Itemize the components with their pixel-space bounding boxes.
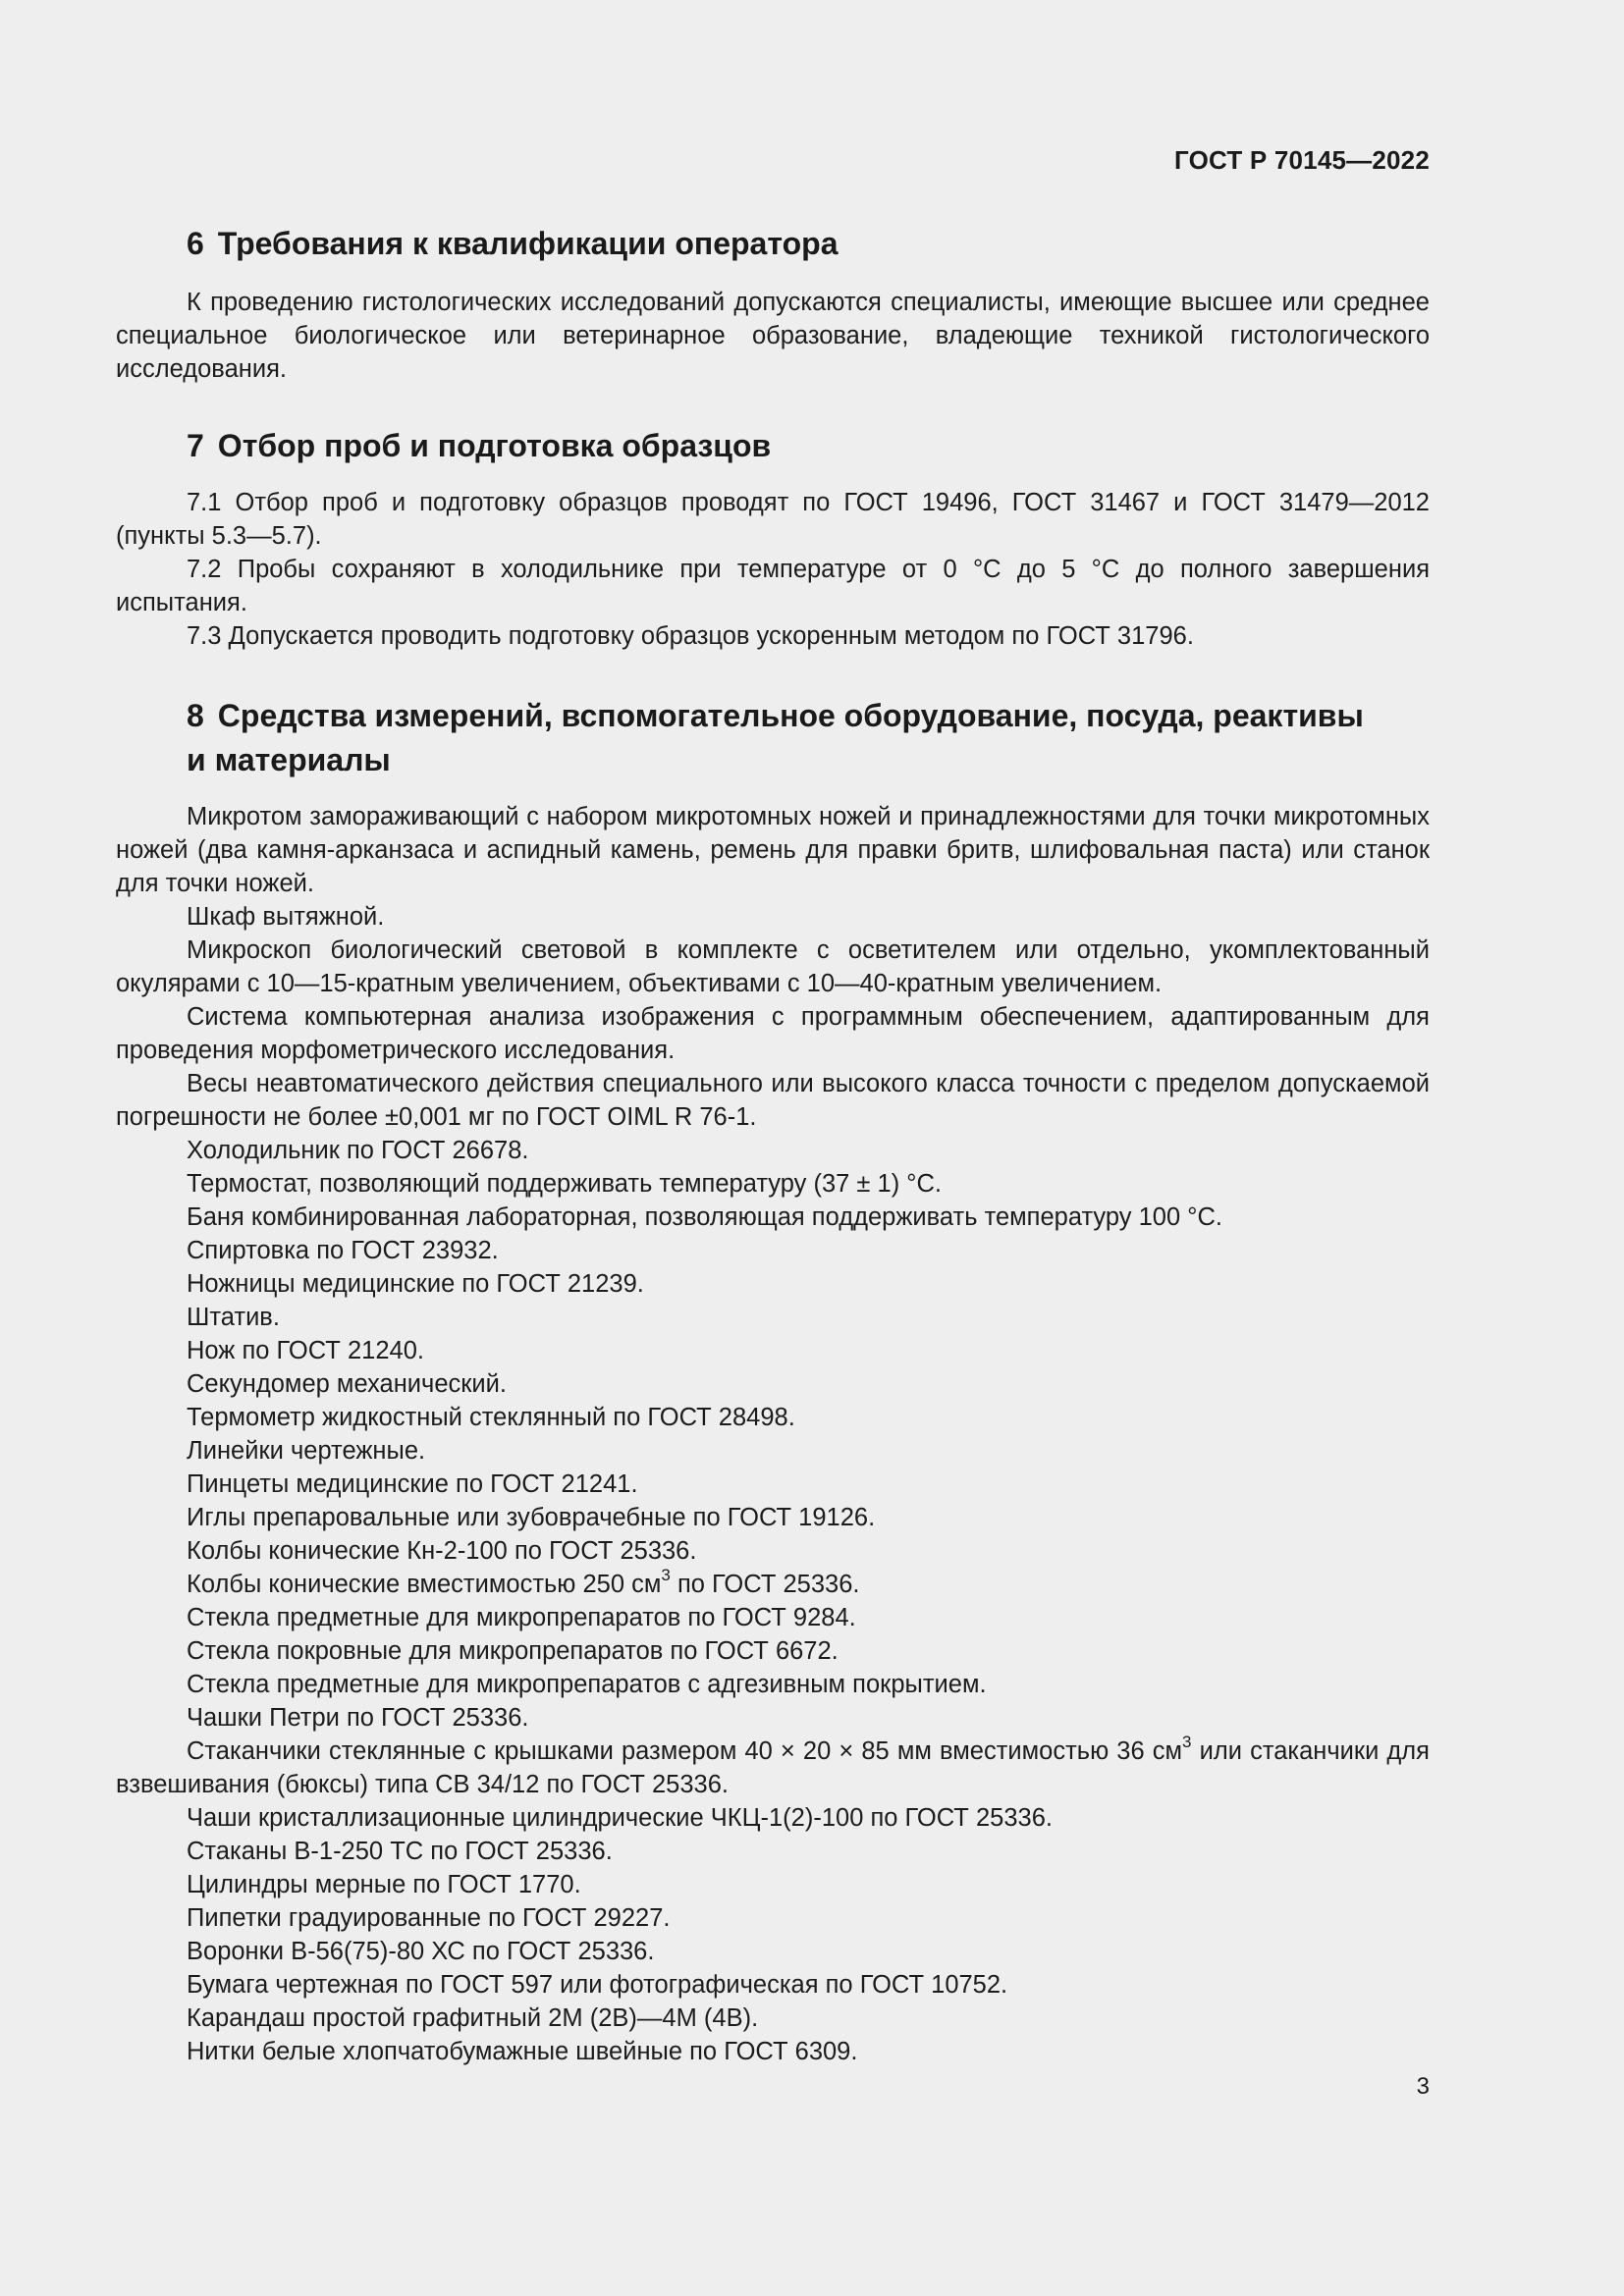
list-item: Стекла предметные для микропрепаратов по ГОСТ 9284. xyxy=(187,1604,856,1631)
superscript: 3 xyxy=(661,1565,671,1584)
document-code-header: ГОСТ Р 70145—2022 xyxy=(1174,145,1430,175)
paragraph: К проведению гистологических исследований допускаются специалисты, имеющие высшее или среднее специальное биологическое или ветеринарное образование, владеющие техникой гистологического исследования. xyxy=(116,289,1430,383)
section-number: 7 xyxy=(187,428,204,463)
section-title: Требования к квалификации оператора xyxy=(217,226,839,261)
list-item: Иглы препаровальные или зубоврачебные по ГОСТ 19126. xyxy=(187,1504,876,1531)
list-item: Чашки Петри по ГОСТ 25336. xyxy=(187,1704,529,1732)
page-number: 3 xyxy=(1416,2073,1430,2100)
list-item: Бумага чертежная по ГОСТ 597 или фотографическая по ГОСТ 10752. xyxy=(187,1971,1008,1999)
paragraph-7-2: 7.2 Пробы сохраняют в холодильнике при температуре от 0 °С до 5 °С до полного завершения испытания. xyxy=(116,556,1430,616)
item-text: Колбы конические вместимостью 250 см xyxy=(187,1571,662,1598)
list-item: Шкаф вытяжной. xyxy=(187,903,385,931)
superscript: 3 xyxy=(1182,1732,1192,1751)
list-item: Стекла покровные для микропрепаратов по ГОСТ 6672. xyxy=(187,1637,839,1665)
list-item xyxy=(116,1732,1430,1801)
list-item: Термометр жидкостный стеклянный по ГОСТ 28498. xyxy=(187,1404,795,1431)
list-item: Цилиндры мерные по ГОСТ 1770. xyxy=(187,1871,581,1898)
item-text-tail: или стаканчики для взвешивания (бюксы) типа СВ 34/12 по ГОСТ 25336. xyxy=(116,1737,1430,1798)
list-item: Пипетки градуированные по ГОСТ 29227. xyxy=(187,1904,671,1932)
list-item: Микротом замораживающий с набором микротомных ножей и принадлежностями для точки микротомных ножей (два камня-арканзаса и аспидный камень, ремень для правки бритв, шлифовальная паста) или станок для точки ножей. xyxy=(116,803,1430,897)
section-8-heading xyxy=(116,694,1430,782)
section-number: 6 xyxy=(187,226,204,261)
list-item: Колбы конические Кн-2-100 по ГОСТ 25336. xyxy=(187,1537,697,1565)
list-item: Баня комбинированная лабораторная, позволяющая поддерживать температуру 100 °С. xyxy=(187,1203,1222,1231)
list-item: Нитки белые хлопчатобумажные швейные по ГОСТ 6309. xyxy=(187,2038,858,2065)
list-item: Секундомер механический. xyxy=(187,1370,507,1398)
list-item: Стаканы В-1-250 ТС по ГОСТ 25336. xyxy=(187,1838,613,1865)
list-item: Пинцеты медицинские по ГОСТ 21241. xyxy=(187,1470,638,1498)
section-8 xyxy=(116,694,1430,2068)
list-item: Стекла предметные для микропрепаратов с адгезивным покрытием. xyxy=(187,1671,987,1698)
section-7-heading xyxy=(116,424,1430,468)
section-6-heading xyxy=(116,222,1430,266)
list-item: Карандаш простой графитный 2М (2В)—4М (4В). xyxy=(187,2004,759,2032)
section-title: Отбор проб и подготовка образцов xyxy=(217,428,772,463)
list-item: Система компьютерная анализа изображения с программным обеспечением, адаптированным для проведения морфометрического исследования. xyxy=(116,1003,1430,1064)
section-title-line1: Средства измерений, вспомогательное оборудование, посуда, реактивы xyxy=(217,698,1364,733)
item-text-tail: по ГОСТ 25336. xyxy=(670,1571,860,1598)
list-item: Микроскоп биологический световой в комплекте с осветителем или отдельно, укомплектованный окулярами с 10—15-кратным увеличением, объективами с 10—40-кратным увеличением. xyxy=(116,936,1430,997)
list-item: Чаши кристаллизационные цилиндрические ЧКЦ-1(2)-100 по ГОСТ 25336. xyxy=(187,1804,1053,1832)
section-title-line2: и материалы xyxy=(187,742,391,777)
list-item: Линейки чертежные. xyxy=(187,1437,426,1465)
list-item: Штатив. xyxy=(187,1304,280,1331)
list-item: Спиртовка по ГОСТ 23932. xyxy=(187,1237,499,1264)
list-item: Воронки В-56(75)-80 ХС по ГОСТ 25336. xyxy=(187,1938,655,1965)
document-page xyxy=(116,0,1430,2296)
section-7 xyxy=(116,424,1430,653)
list-item: Термостат, позволяющий поддерживать температуру (37 ± 1) °С. xyxy=(187,1170,942,1198)
list-item: Ножницы медицинские по ГОСТ 21239. xyxy=(187,1270,644,1298)
list-item: Холодильник по ГОСТ 26678. xyxy=(187,1137,529,1164)
list-item: Нож по ГОСТ 21240. xyxy=(187,1337,424,1364)
paragraph-7-1: 7.1 Отбор проб и подготовку образцов проводят по ГОСТ 19496, ГОСТ 31467 и ГОСТ 31479—2012 (пункты 5.3—5.7). xyxy=(116,489,1430,550)
item-text: Стаканчики стеклянные с крышками размером 40 × 20 × 85 мм вместимостью 36 см xyxy=(187,1737,1183,1765)
list-item: Весы неавтоматического действия специального или высокого класса точности с пределом допускаемой погрешности не более ±0,001 мг по ГОСТ OIML R 76-1. xyxy=(116,1070,1430,1131)
section-6 xyxy=(116,222,1430,386)
paragraph-7-3: 7.3 Допускается проводить подготовку образцов ускоренным методом по ГОСТ 31796. xyxy=(187,622,1194,650)
list-item xyxy=(116,1565,1430,1601)
section-number: 8 xyxy=(187,698,204,733)
